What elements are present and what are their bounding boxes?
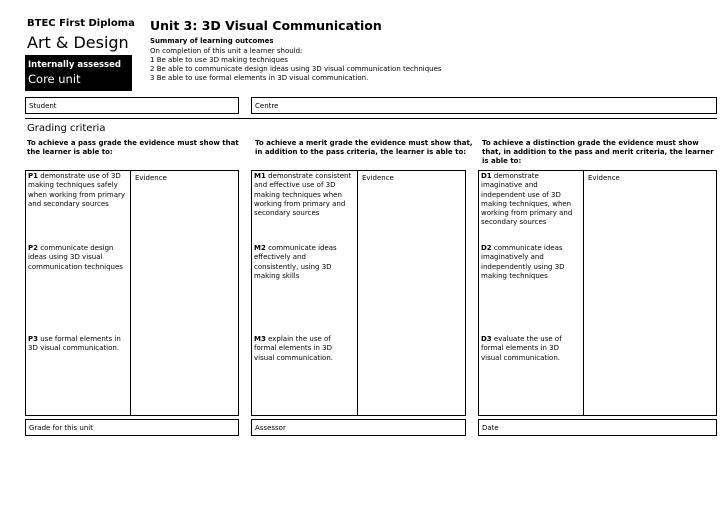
criterion-text: visual communication. <box>254 353 333 362</box>
assessor-field[interactable] <box>251 419 466 436</box>
assessment-badge <box>25 55 132 91</box>
student-field[interactable] <box>25 97 239 114</box>
criterion-text: and effective use of 3D <box>254 181 336 190</box>
assessor-label: Assessor <box>255 424 286 432</box>
badge-line-2: Core unit <box>28 72 81 86</box>
merit-intro <box>255 139 473 157</box>
criterion-text: and secondary sources <box>28 199 109 208</box>
subject-title: Art & Design <box>27 33 129 52</box>
criterion-text: communicate ideas <box>491 244 563 252</box>
criterion-text: communication techniques <box>28 262 123 271</box>
grade-field[interactable] <box>25 419 239 436</box>
criterion-text: evaluate the use of <box>491 335 562 343</box>
criterion-code: P3 <box>28 335 39 343</box>
pass-intro <box>27 139 239 157</box>
criterion-code: P2 <box>28 244 39 252</box>
criterion-text: secondary sources <box>254 209 320 218</box>
criterion-p2 <box>28 244 123 272</box>
evidence-label: Evidence <box>135 174 167 182</box>
criterion-text: visual communication. <box>481 353 560 362</box>
grade-label: Grade for this unit <box>29 424 93 432</box>
criterion-text: when working from primary <box>28 190 126 199</box>
qualification-title: BTEC First Diploma <box>27 18 135 29</box>
criterion-text: making techniques safely <box>28 181 118 190</box>
criterion-text: consistently, using 3D <box>254 262 332 271</box>
criterion-text: independent use of 3D <box>481 190 561 199</box>
criterion-text: effectively and <box>254 253 306 262</box>
outcome-item <box>150 74 368 82</box>
criterion-m2 <box>254 244 337 281</box>
merit-evidence-box[interactable] <box>357 170 466 416</box>
criterion-text: making techniques when <box>254 190 342 199</box>
criterion-text: demonstrate consistent <box>265 172 352 180</box>
criterion-text: communicate design <box>38 244 114 252</box>
criterion-text: independently using 3D <box>481 262 565 271</box>
criterion-text: making skills <box>254 271 300 280</box>
distinction-intro <box>482 139 714 166</box>
distinction-evidence-box[interactable] <box>583 170 717 416</box>
outcome-number: 3 <box>150 74 155 82</box>
criterion-m1 <box>254 172 351 218</box>
outcome-number: 2 <box>150 65 155 73</box>
criterion-text: working from primary and <box>254 199 346 208</box>
criterion-code: M2 <box>254 244 266 252</box>
grading-title: Grading criteria <box>27 123 106 134</box>
pass-intro-line: the learner is able to: <box>27 148 113 156</box>
criterion-code: M1 <box>254 172 266 180</box>
criterion-text: explain the use of <box>265 335 331 343</box>
criterion-text: 3D visual communication. <box>28 344 120 353</box>
merit-intro-line: in addition to the pass criteria, the learner is able to: <box>255 148 467 156</box>
outcome-item <box>150 56 288 64</box>
centre-field[interactable] <box>251 97 717 114</box>
criterion-d3 <box>481 335 562 363</box>
criterion-text: communicate ideas <box>265 244 337 252</box>
pass-intro-line: To achieve a pass grade the evidence must show that <box>27 139 239 147</box>
outcome-text: Be able to use 3D making techniques <box>156 56 288 64</box>
criterion-m3 <box>254 335 333 363</box>
criterion-text: formal elements in 3D <box>481 344 559 353</box>
outcome-text: Be able to use formal elements in 3D visual communication. <box>156 74 369 82</box>
centre-label: Centre <box>255 102 279 110</box>
summary-intro: On completion of this unit a learner should: <box>150 47 303 55</box>
distinction-intro-line: is able to: <box>482 157 522 165</box>
criterion-d2 <box>481 244 565 281</box>
unit-title: Unit 3: 3D Visual Communication <box>150 18 382 33</box>
distinction-intro-line: To achieve a distinction grade the evidence must show <box>482 139 699 147</box>
distinction-intro-line: that, in addition to the pass and merit criteria, the learner <box>482 148 714 156</box>
criterion-code: D1 <box>481 172 492 180</box>
outcome-number: 1 <box>150 56 155 64</box>
date-field[interactable] <box>478 419 717 436</box>
merit-intro-line: To achieve a merit grade the evidence must show that, <box>255 139 473 147</box>
criterion-text: imaginatively and <box>481 253 544 262</box>
evidence-label: Evidence <box>362 174 394 182</box>
criterion-code: D3 <box>481 335 492 343</box>
outcome-item <box>150 65 442 73</box>
criterion-text: making techniques, when <box>481 199 572 208</box>
criterion-p1 <box>28 172 125 209</box>
criterion-code: D2 <box>481 244 492 252</box>
criterion-code: P1 <box>28 172 39 180</box>
outcome-text: Be able to communicate design ideas using 3D visual communication techniques <box>156 65 442 73</box>
badge-line-1: Internally assessed <box>28 60 121 70</box>
criterion-p3 <box>28 335 121 354</box>
summary-heading: Summary of learning outcomes <box>150 37 274 45</box>
criterion-text: making techniques <box>481 271 548 280</box>
pass-evidence-box[interactable] <box>130 170 239 416</box>
criterion-text: demonstrate use of 3D <box>38 172 121 180</box>
evidence-label: Evidence <box>588 174 620 182</box>
criterion-code: M3 <box>254 335 266 343</box>
student-label: Student <box>29 102 57 110</box>
criterion-text: ideas using 3D visual <box>28 253 103 262</box>
criterion-text: demonstrate <box>491 172 539 180</box>
criterion-text: use formal elements in <box>38 335 121 343</box>
criterion-text: formal elements in 3D <box>254 344 332 353</box>
criterion-text: imaginative and <box>481 181 538 190</box>
criterion-text: secondary sources <box>481 218 547 227</box>
criterion-text: working from primary and <box>481 209 573 218</box>
date-label: Date <box>482 424 499 432</box>
criterion-d1 <box>481 172 572 228</box>
